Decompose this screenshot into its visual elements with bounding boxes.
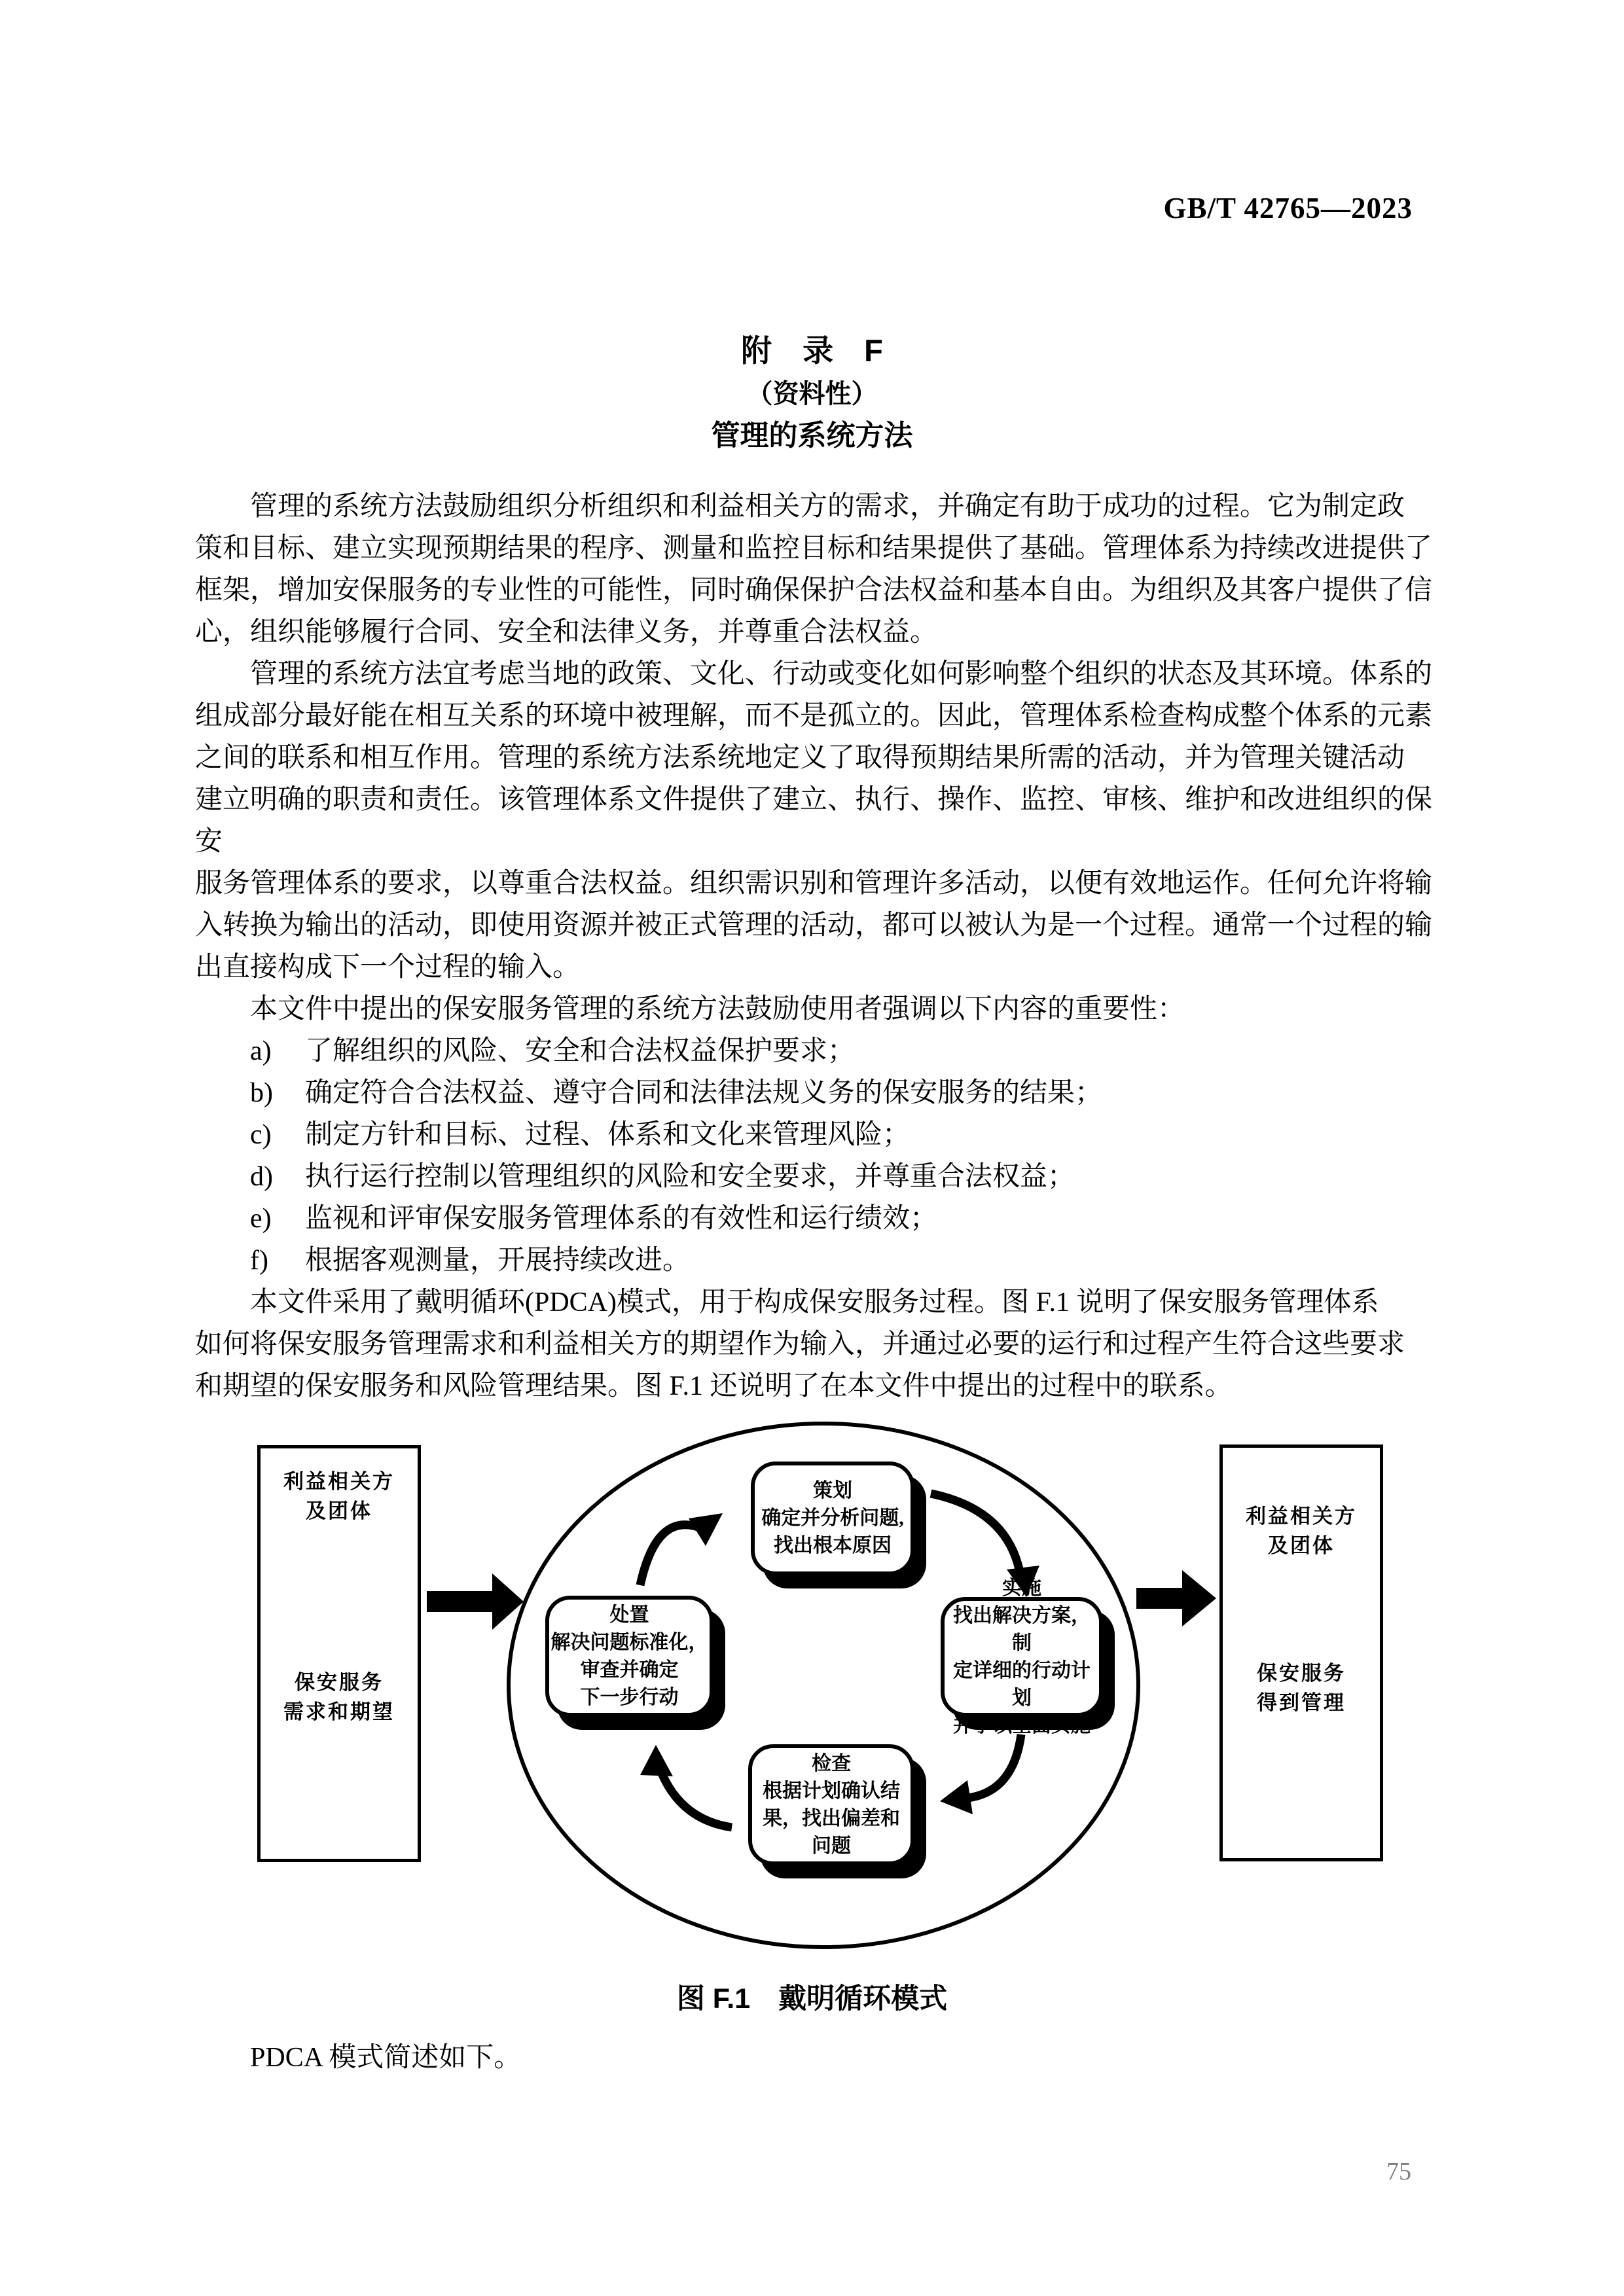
stakeholders-output-box [1219,1444,1383,1861]
figure-caption: 图 F.1 戴明循环模式 [676,1983,948,2015]
pdca-note-line: PDCA 模式简述如下。 [250,2043,522,2073]
security-needs-label: 保安服务 需求和期望 [283,1671,395,1723]
list-item-text: 确定符合合法权益、遵守合同和法律法规义务的保安服务的结果； [305,1078,1103,1108]
check-box: 检查 根据计划确认结 果，找出偏差和 问题 [748,1744,914,1865]
appendix-name: 管理的系统方法 [711,420,913,452]
list-item-text: 监视和评审保安服务管理体系的有效性和运行绩效； [305,1204,938,1234]
list-item-marker: e) [250,1204,272,1234]
list-intro-line: 本文件中提出的保安服务管理的系统方法鼓励使用者强调以下内容的重要性： [250,994,1185,1024]
appendix-informative-label: （资料性） [746,380,878,408]
do-box: 实施 找出解决方案，制 定详细的行动计划 并予以全面实施 [941,1597,1103,1717]
pdca-figure [0,1401,1624,1990]
plan-box: 策划 确定并分析问题, 找出根本原因 [751,1462,914,1575]
page-number: 75 [1386,2158,1411,2185]
paragraph-3: 本文件采用了戴明循环(PDCA)模式，用于构成保安服务过程。图 F.1 说明了保安服务管理体系 如何将保安服务管理需求和利益相关方的期望作为输入，并通过必要的运行和过程产生符合这些要求 和期望的保安服务和风险管理结果。图 F.1 还说明了在本文件中提出的过程中的联系。 [195,1287,1405,1401]
list-item-e [195,1198,1435,1240]
security-managed-label: 保安服务 得到管理 [1257,1662,1346,1714]
list-item-marker: b) [250,1078,273,1108]
list-item-b [195,1072,1435,1114]
stakeholders-label: 利益相关方 及团体 [283,1470,395,1522]
stakeholders-label: 利益相关方 及团体 [1246,1505,1357,1557]
input-arrow [427,1573,524,1630]
importance-list [195,1030,1435,1282]
appendix-title-block [0,332,1624,454]
list-item-d [195,1156,1435,1198]
list-item-marker: a) [250,1036,272,1066]
list-item-text: 制定方针和目标、过程、体系和文化来管理风险； [305,1120,911,1150]
output-arrow [1136,1570,1216,1626]
list-item-a [195,1030,1435,1072]
act-box: 处置 解决问题标准化， 审查并确定 下一步行动 [545,1596,713,1717]
paragraph-2: 管理的系统方法宜考虑当地的政策、文化、行动或变化如何影响整个组织的状态及其环境。体系的 组成部分最好能在相互关系的环境中被理解，而不是孤立的。因此，管理体系检查构成整个体系的元素 之间的联系和相互作用。管理的系统方法系统地定义了取得预期结果所需的活动，并为管理关键活动 建立明确的职责和责任。该管理体系文件提供了建立、执行、操作、监控、审核、维护和改进组织的保安 服务管理体系的要求，以尊重合法权益。组织需识别和管理许多活动，以便有效地运作。任何允许将输 入转换为输出的活动，即使用资源并被正式管理的活动，都可以被认为是一个过程。通常一个过程的输 出直接构成下一个过程的输入。 [195,659,1433,982]
list-item-marker: d) [250,1162,273,1192]
list-item-marker: c) [250,1120,272,1150]
body-text [195,486,1435,1407]
list-item-text: 执行运行控制以管理组织的风险和安全要求，并尊重合法权益； [305,1162,1075,1192]
appendix-heading: 附 录 F [741,333,883,368]
list-item-f [195,1240,1435,1282]
paragraph-1: 管理的系统方法鼓励组织分析组织和利益相关方的需求，并确定有助于成功的过程。它为制定政 策和目标、建立实现预期结果的程序、测量和监控目标和结果提供了基础。管理体系为持续改进提供了 框架，增加安保服务的专业性的可能性，同时确保保护合法权益和基本自由。为组织及其客户提供了信 心，组织能够履行合同、安全和法律义务，并尊重合法权益。 [195,492,1433,647]
list-item-text: 根据客观测量，开展持续改进。 [305,1246,691,1276]
list-item-text: 了解组织的风险、安全和合法权益保护要求； [305,1036,856,1066]
doc-code: GB/T 42765—2023 [1163,192,1413,224]
list-item-c [195,1114,1435,1156]
stakeholders-input-box [257,1445,421,1862]
list-item-marker: f) [250,1246,268,1276]
